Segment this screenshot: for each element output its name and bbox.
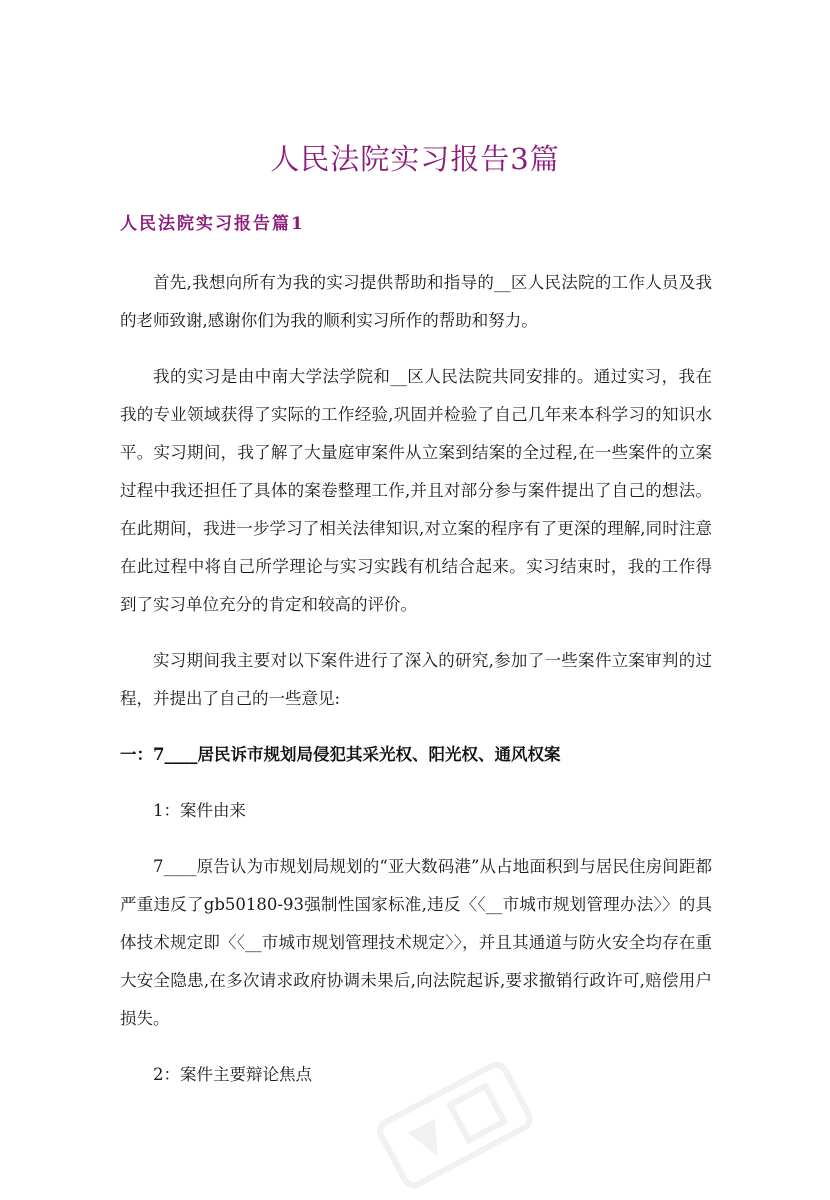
case-subheading-origin: 1：案件由来 [153, 801, 246, 820]
document-body [120, 264, 712, 1112]
paragraph-cases-intro: 实习期间我主要对以下案件进行了深入的研究,参加了一些案件立案审判的过程，并提出了自己的一些意见: [120, 651, 712, 708]
paragraph-internship-overview: 我的实习是由中南大学法学院和__区人民法院共同安排的。通过实习，我在我的专业领域获得了实际的工作经验,巩固并检验了自己几年来本科学习的知识水平。实习期间，我了解了大量庭审案件从立案到结案的全过程,在一些案件的立案过程中我还担任了具体的案卷整理工作,并且对部分参与案件提出了自己的想法。在此期间，我进一步学习了相关法律知识,对立案的程序有了更深的理解,同时注意在此过程中将自己所学理论与实习实践有机结合起来。实习结束时，我的工作得到了实习单位充分的肯定和较高的评价。 [120, 367, 712, 614]
paragraph-acknowledgement: 首先,我想向所有为我的实习提供帮助和指导的__区人民法院的工作人员及我的老师致谢,感谢你们为我的顺利实习所作的帮助和努力。 [120, 273, 712, 330]
document-title: 人民法院实习报告3篇 [270, 142, 560, 177]
section-heading: 人民法院实习报告篇1 [120, 214, 305, 234]
case-heading: 一：7____居民诉市规划局侵犯其采光权、阳光权、通风权案 [120, 745, 561, 764]
paragraph-case-origin: 7____原告认为市规划局规划的“亚大数码港”从占地面积到与居民住房间距都严重违反了gb50180-93强制性国家标准,违反〈〈__市城市规划管理办法〉〉的具体技术规定即〈〈__市城市规划管理技术规定〉〉，并且其通道与防火安全均存在重大安全隐患,在多次请求政府协调未果后,向法院起诉,要求撤销行政许可,赔偿用户损失。 [120, 857, 712, 1028]
case-subheading-debate: 2：案件主要辩论焦点 [153, 1065, 312, 1084]
